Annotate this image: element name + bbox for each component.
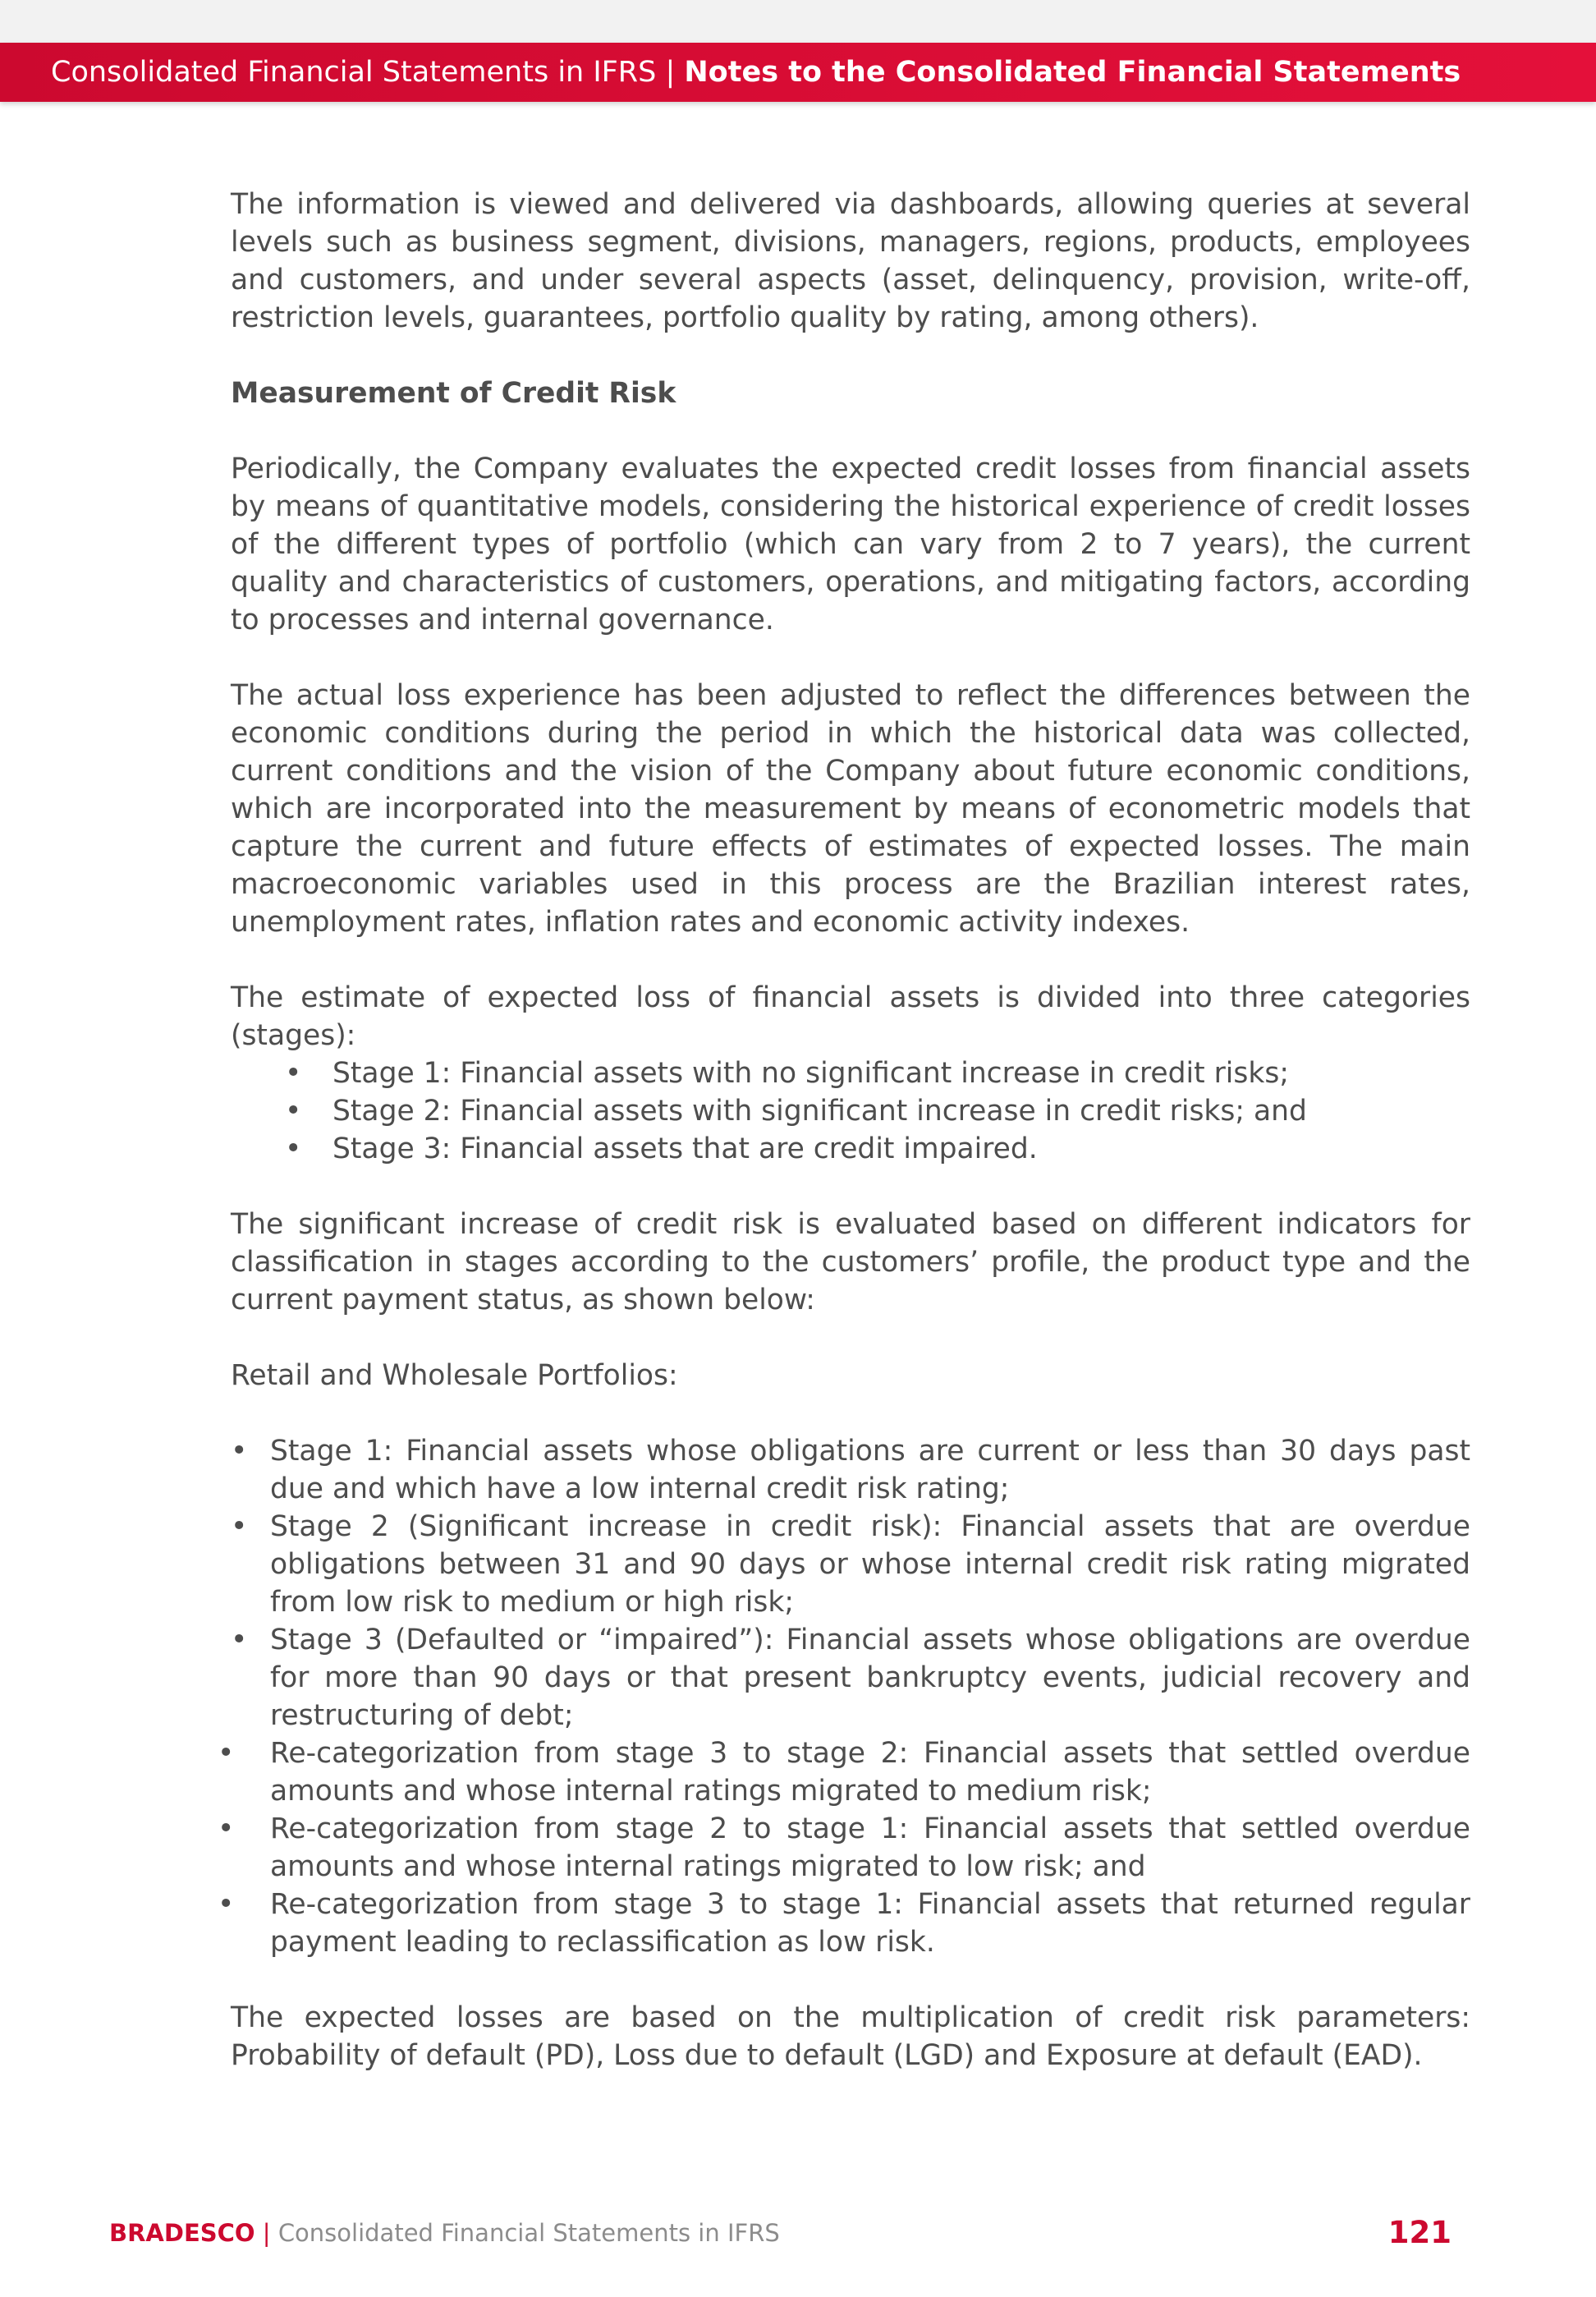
list-item: • Stage 3 (Defaulted or “impaired”): Financial assets whose obligations are overdue for more than 90 days or that present bankruptcy events, judicial recovery and restructuring of debt; xyxy=(270,1621,1470,1734)
page-footer xyxy=(0,2213,1596,2253)
brand-name: BRADESCO xyxy=(109,2219,255,2247)
list-item: • Stage 2: Financial assets with significant increase in credit risks; and xyxy=(332,1092,1470,1130)
intro-paragraph: The information is viewed and delivered via dashboards, allowing queries at several levels such as business segment, divisions, managers, regions, products, employees and customers, and under several aspects (asset, delinquency, provision, write-off, restriction levels, guarantees, portfolio quality by rating, among others). xyxy=(231,188,1470,334)
list-item: • Re-categorization from stage 3 to stage 2: Financial assets that settled overdue amounts and whose internal ratings migrated to medium risk; xyxy=(270,1734,1470,1810)
stages-list xyxy=(231,1054,1470,1168)
header-title xyxy=(51,43,1461,102)
document-body xyxy=(231,186,1470,2112)
list-item: • Stage 3: Financial assets that are credit impaired. xyxy=(332,1130,1470,1168)
header-subsection: Notes to the Consolidated Financial Statements xyxy=(684,56,1461,89)
periodically-paragraph: Periodically, the Company evaluates the expected credit losses from financial assets by means of quantitative models, considering the historical experience of credit losses of the different types of portfolio (which can vary from 2 to 7 years), the current quality and characteristics of customers, operations, and mitigating factors, according to processes and internal governance. xyxy=(231,453,1470,636)
portfolio-list xyxy=(231,1432,1470,1961)
actual-loss-paragraph: The actual loss experience has been adjusted to reflect the differences between the economic conditions during the period in which the historical data was collected, current conditions and the vision of the Company about future economic conditions, which are incorporated into the measurement by means of econometric models that capture the current and future effects of estimates of expected losses. The main macroeconomic variables used in this process are the Brazilian interest rates, unemployment rates, inflation rates and economic activity indexes. xyxy=(231,679,1470,939)
top-margin xyxy=(0,0,1596,43)
expected-losses-paragraph: The expected losses are based on the multiplication of credit risk parameters: Probability of default (PD), Loss due to default (LGD) and Exposure at default (EAD). xyxy=(231,2001,1470,2072)
header-section: Consolidated Financial Statements in IFRS xyxy=(51,56,657,89)
header-banner xyxy=(0,43,1596,102)
footer-document-title: Consolidated Financial Statements in IFRS xyxy=(277,2219,780,2247)
footer-brand xyxy=(109,2213,780,2253)
list-item: • Stage 2 (Significant increase in credit risk): Financial assets that are overdue obligations between 31 and 90 days or whose internal credit risk rating migrated from low risk to medium or high risk; xyxy=(270,1508,1470,1621)
list-item: • Stage 1: Financial assets whose obligations are current or less than 30 days past due and which have a low internal credit risk rating; xyxy=(270,1432,1470,1508)
page-number: 121 xyxy=(1387,2215,1452,2250)
header-separator: | xyxy=(656,56,685,89)
list-item: • Stage 1: Financial assets with no significant increase in credit risks; xyxy=(332,1054,1470,1092)
footer-separator: | xyxy=(255,2219,278,2247)
retail-wholesale-label: Retail and Wholesale Portfolios: xyxy=(231,1359,678,1392)
estimate-paragraph: The estimate of expected loss of financial assets is divided into three categories (stages): xyxy=(231,981,1470,1052)
list-item: • Re-categorization from stage 3 to stage 1: Financial assets that returned regular payment leading to reclassification as low risk. xyxy=(270,1886,1470,1961)
list-item: • Re-categorization from stage 2 to stage 1: Financial assets that settled overdue amounts and whose internal ratings migrated to low risk; and xyxy=(270,1810,1470,1886)
significant-increase-paragraph: The significant increase of credit risk is evaluated based on different indicators for classification in stages according to the customers’ profile, the product type and the current payment status, as shown below: xyxy=(231,1208,1470,1316)
section-heading: Measurement of Credit Risk xyxy=(231,377,676,410)
